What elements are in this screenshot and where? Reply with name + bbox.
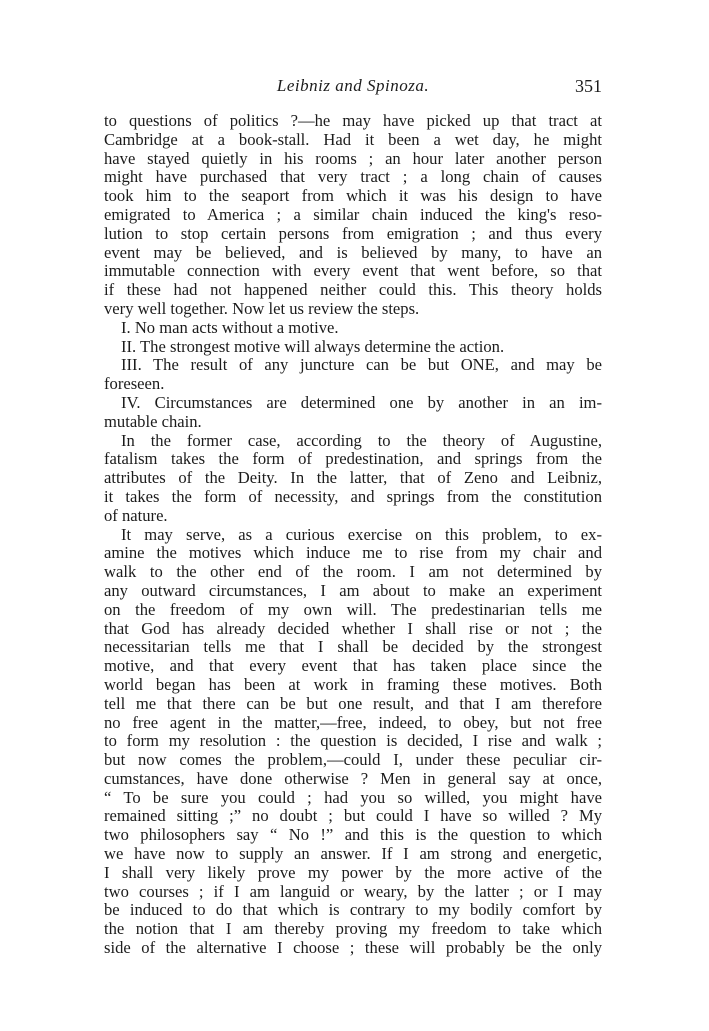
- text-line: immutable connection with every event that went before, so that: [104, 261, 602, 281]
- text-line: fatalism takes the form of predestination, and springs from the: [104, 449, 602, 469]
- running-title: Leibniz and Spinoza.: [276, 76, 430, 95]
- text-line: any outward circumstances, I am about to make an experiment: [104, 580, 602, 600]
- body-text: [104, 112, 602, 958]
- text-line: mutable chain.: [104, 411, 202, 431]
- page-number: 351: [575, 76, 602, 96]
- text-line: that God has already decided whether I shall rise or not ; the: [104, 618, 602, 638]
- text-line: Cambridge at a book-stall. Had it been a wet day, he might: [104, 129, 602, 149]
- text-line: II. The strongest motive will always determine the action.: [121, 336, 505, 356]
- text-line: to questions of politics ?—he may have picked up that tract at: [104, 111, 602, 130]
- page-header: [104, 76, 602, 102]
- text-line: tell me that there can be but one result, and that I am therefore: [104, 693, 602, 713]
- text-line: walk to the other end of the room. I am not determined by: [104, 562, 602, 582]
- text-line: necessitarian tells me that I shall be decided by the strongest: [104, 637, 602, 657]
- text-line: we have now to supply an answer. If I am strong and energetic,: [104, 844, 602, 864]
- text-line: world began has been at work in framing these motives. Both: [104, 674, 602, 694]
- text-line: lution to stop certain persons from emigration ; and thus every: [104, 223, 602, 243]
- text-line: I shall very likely prove my power by the more active of the: [104, 862, 602, 882]
- text-line: the notion that I am thereby proving my freedom to take which: [104, 919, 602, 939]
- text-line: foreseen.: [104, 374, 165, 394]
- text-line: In the former case, according to the theory of Augustine,: [121, 430, 602, 450]
- text-line: took him to the seaport from which it was his design to have: [104, 186, 602, 206]
- text-line: III. The result of any juncture can be but ONE, and may be: [121, 355, 602, 375]
- text-line: be induced to do that which is contrary to my bodily comfort by: [104, 900, 602, 920]
- text-line: remained sitting ;” no doubt ; but could I have so willed ? My: [104, 806, 602, 826]
- text-line: on the freedom of my own will. The predestinarian tells me: [104, 599, 602, 619]
- text-line: no free agent in the matter,—free, indeed, to obey, but not free: [104, 712, 602, 732]
- text-line: I. No man acts without a motive.: [121, 317, 339, 337]
- book-page: [104, 76, 602, 958]
- text-line: of nature.: [104, 505, 168, 525]
- text-line: It may serve, as a curious exercise on this problem, to ex-: [121, 524, 602, 544]
- text-line: emigrated to America ; a similar chain induced the king's reso-: [104, 204, 602, 224]
- text-line: amine the motives which induce me to rise from my chair and: [104, 543, 602, 563]
- text-line: it takes the form of necessity, and springs from the constitution: [104, 486, 602, 506]
- text-line: but now comes the problem,—could I, under these peculiar cir-: [104, 750, 602, 770]
- text-line: side of the alternative I choose ; these will probably be the only: [104, 938, 602, 958]
- text-line: cumstances, have done otherwise ? Men in general say at once,: [104, 768, 602, 788]
- text-line: might have purchased that very tract ; a long chain of causes: [104, 167, 602, 187]
- text-line: “ To be sure you could ; had you so willed, you might have: [104, 787, 602, 807]
- text-line: to form my resolution : the question is decided, I rise and walk ;: [104, 731, 602, 751]
- text-line: two philosophers say “ No !” and this is the question to which: [104, 825, 602, 845]
- text-line: if these had not happened neither could this. This theory holds: [104, 280, 602, 300]
- text-line: very well together. Now let us review the steps.: [104, 298, 420, 318]
- text-line: IV. Circumstances are determined one by another in an im-: [121, 392, 602, 412]
- text-line: have stayed quietly in his rooms ; an hour later another person: [104, 148, 602, 168]
- text-line: motive, and that every event that has taken place since the: [104, 656, 602, 676]
- text-line: attributes of the Deity. In the latter, that of Zeno and Leibniz,: [104, 468, 602, 488]
- text-line: two courses ; if I am languid or weary, by the latter ; or I may: [104, 881, 602, 901]
- text-line: event may be believed, and is believed by many, to have an: [104, 242, 602, 262]
